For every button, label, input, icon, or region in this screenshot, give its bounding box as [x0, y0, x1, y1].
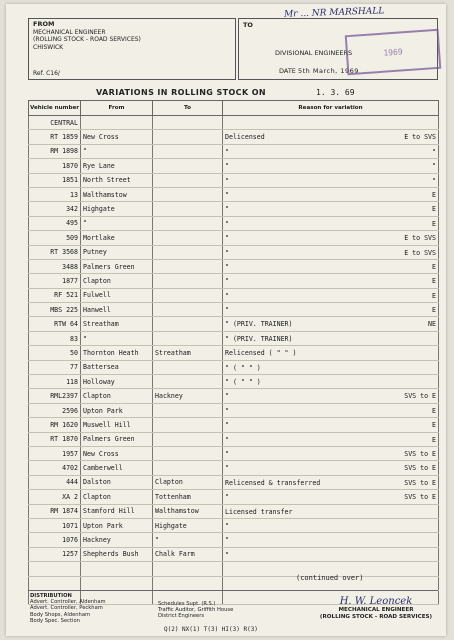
vehicle-cell: 2596 — [29, 403, 81, 417]
variations-table — [28, 100, 439, 605]
from-cell: New Cross — [81, 446, 153, 460]
reason-text: " — [225, 464, 229, 473]
status-code: E — [432, 205, 436, 214]
table-row — [29, 331, 439, 345]
status-code: E to SVS — [404, 234, 436, 243]
to-cell — [153, 317, 223, 331]
reason-text: " — [225, 262, 229, 271]
distribution-item: Advert. Controller, Peckham — [30, 605, 103, 612]
reason-cell — [223, 346, 439, 360]
to-cell — [153, 432, 223, 446]
vehicle-cell — [29, 562, 81, 576]
col-to-header: To — [153, 101, 223, 116]
status-code: E — [432, 406, 436, 415]
reason-cell — [223, 216, 439, 230]
from-cell — [81, 562, 153, 576]
distribution-col-1 — [30, 593, 106, 624]
to-cell — [153, 159, 223, 173]
table-row — [29, 446, 439, 460]
signature-title-1: MECHANICAL ENGINEER — [338, 607, 414, 613]
table-row — [29, 159, 439, 173]
form-title: VARIATIONS IN ROLLING STOCK ON — [96, 88, 267, 97]
ref-number: Ref. C16/ — [33, 69, 60, 77]
to-cell: Tottenham — [153, 490, 223, 504]
distribution-item: District Engineers — [158, 613, 205, 620]
date-label: DATE — [279, 67, 296, 75]
from-cell — [81, 576, 153, 590]
from-cell: Shepherds Bush — [81, 547, 153, 561]
table-row — [29, 403, 439, 417]
reason-text: " — [225, 406, 229, 415]
from-cell: Palmers Green — [81, 259, 153, 273]
distribution-col-2 — [158, 601, 233, 620]
vehicle-cell: 4702 — [29, 461, 81, 475]
reason-cell — [223, 533, 439, 547]
reason-text: " ( " " ) — [225, 363, 261, 372]
to-cell — [153, 231, 223, 245]
table-row — [29, 173, 439, 187]
status-code: E — [432, 291, 436, 300]
distribution-item: Traffic Auditor, Griffith House — [158, 607, 234, 614]
from-cell: Battersea — [81, 360, 153, 374]
from-line-2: (ROLLING STOCK - ROAD SERVICES) — [33, 36, 141, 43]
to-cell: Highgate — [153, 518, 223, 532]
vehicle-cell: 1076 — [29, 533, 81, 547]
reason-cell — [223, 475, 439, 489]
distribution-counts: Q(2) NX(1) T(3) HI(3) R(3) — [164, 626, 258, 633]
reason-text: " — [225, 449, 229, 458]
table-row — [29, 375, 439, 389]
table-row — [29, 216, 439, 230]
table-header-row — [29, 101, 439, 116]
reason-cell — [223, 159, 439, 173]
from-label: FROM — [33, 20, 55, 28]
reason-cell — [223, 518, 439, 532]
vehicle-cell: 1870 — [29, 159, 81, 173]
reason-cell — [223, 375, 439, 389]
status-code: E — [432, 190, 436, 199]
vehicle-cell: 1877 — [29, 274, 81, 288]
reason-text: " — [225, 277, 229, 286]
reason-text: " — [225, 248, 229, 257]
from-cell: Hackney — [81, 533, 153, 547]
reason-cell — [223, 303, 439, 317]
reason-text: " — [225, 162, 229, 171]
status-code: " — [432, 147, 436, 156]
reason-cell — [223, 231, 439, 245]
to-cell — [153, 216, 223, 230]
vehicle-cell: XA 2 — [29, 490, 81, 504]
from-line-3: CHISWICK — [33, 43, 64, 51]
received-stamp: 1969 — [345, 29, 442, 75]
table-row — [29, 418, 439, 432]
vehicle-cell: 495 — [29, 216, 81, 230]
reason-cell — [223, 187, 439, 201]
status-code: " — [432, 176, 436, 185]
to-cell — [153, 360, 223, 374]
reason-cell — [223, 144, 439, 158]
from-cell: " — [81, 331, 153, 345]
from-cell: Fulwell — [81, 288, 153, 302]
col-from-header: From — [81, 101, 153, 116]
from-cell: New Cross — [81, 130, 153, 144]
from-cell: Thornton Heath — [81, 346, 153, 360]
table-row — [29, 360, 439, 374]
reason-cell — [223, 490, 439, 504]
table-row — [29, 231, 439, 245]
table-row — [29, 490, 439, 504]
table-row — [29, 202, 439, 216]
reason-cell — [223, 259, 439, 273]
to-cell: Clapton — [153, 475, 223, 489]
reason-text: " — [225, 536, 229, 545]
from-cell: Putney — [81, 245, 153, 259]
to-cell — [153, 375, 223, 389]
from-cell: Rye Lane — [81, 159, 153, 173]
form-title-date: 1. 3. 69 — [316, 88, 355, 97]
reason-cell — [223, 504, 439, 518]
reason-text: " — [225, 392, 229, 401]
to-cell — [153, 403, 223, 417]
table-row — [29, 144, 439, 158]
to-cell — [153, 303, 223, 317]
from-cell: Highgate — [81, 202, 153, 216]
distribution-item: Advert. Controller, Aldenham — [30, 599, 106, 606]
vehicle-cell: RT 1870 — [29, 432, 81, 446]
to-cell — [153, 446, 223, 460]
from-cell — [81, 116, 153, 130]
to-cell — [153, 418, 223, 432]
from-cell: Dalston — [81, 475, 153, 489]
reason-text: Licensed transfer — [225, 507, 293, 516]
status-code: E — [432, 277, 436, 286]
to-cell — [153, 274, 223, 288]
table-row — [29, 116, 439, 130]
reason-cell — [223, 403, 439, 417]
vehicle-cell: RM 1620 — [29, 418, 81, 432]
from-cell: Clapton — [81, 274, 153, 288]
to-cell — [153, 173, 223, 187]
from-cell: Walthamstow — [81, 187, 153, 201]
to-cell: " — [153, 533, 223, 547]
vehicle-cell — [29, 576, 81, 590]
from-cell: North Street — [81, 173, 153, 187]
reason-text: " — [225, 550, 229, 559]
reason-text: " — [225, 521, 229, 530]
status-code: E — [432, 219, 436, 228]
from-cell: Camberwell — [81, 461, 153, 475]
vehicle-cell: 3488 — [29, 259, 81, 273]
reason-cell — [223, 418, 439, 432]
distribution-item: Body Spec. Section — [30, 617, 80, 624]
reason-cell — [223, 331, 439, 345]
table-row — [29, 547, 439, 561]
vehicle-cell: 1257 — [29, 547, 81, 561]
col-reason-header: Reason for variation — [223, 101, 439, 116]
table-row — [29, 432, 439, 446]
from-cell: Upton Park — [81, 403, 153, 417]
status-code: SVS to E — [404, 493, 436, 502]
to-cell — [153, 259, 223, 273]
reason-text: Relicensed & transferred — [225, 478, 321, 487]
reason-text: " (PRIV. TRAINER) — [225, 320, 293, 329]
vehicle-cell: 1957 — [29, 446, 81, 460]
vehicle-cell: RM 1874 — [29, 504, 81, 518]
vehicle-cell: RT 1859 — [29, 130, 81, 144]
table-row — [29, 259, 439, 273]
from-cell: Stamford Hill — [81, 504, 153, 518]
to-cell — [153, 331, 223, 345]
reason-text: " — [225, 190, 229, 199]
vehicle-cell: 50 — [29, 346, 81, 360]
vehicle-cell: 118 — [29, 375, 81, 389]
reason-cell — [223, 446, 439, 460]
table-row — [29, 187, 439, 201]
status-code: E — [432, 306, 436, 315]
table-row — [29, 303, 439, 317]
distribution-label: DISTRIBUTION — [30, 593, 72, 599]
from-cell: Hanwell — [81, 303, 153, 317]
to-cell — [153, 288, 223, 302]
to-cell: Chalk Farm — [153, 547, 223, 561]
status-code: SVS to E — [404, 464, 436, 473]
vehicle-cell: CENTRAL — [29, 116, 81, 130]
to-cell — [153, 130, 223, 144]
reason-cell — [223, 389, 439, 403]
reason-text: " — [225, 234, 229, 243]
reason-cell — [223, 130, 439, 144]
from-cell: Upton Park — [81, 518, 153, 532]
table-row — [29, 245, 439, 259]
table-row — [29, 274, 439, 288]
status-code: SVS to E — [404, 478, 436, 487]
reason-cell — [223, 116, 439, 130]
document-sheet — [6, 4, 446, 636]
table-row — [29, 576, 439, 590]
to-cell — [153, 202, 223, 216]
from-cell: Streatham — [81, 317, 153, 331]
distribution-item: Schedules Supt. (R.S.) — [158, 601, 216, 607]
table-row — [29, 533, 439, 547]
reason-text: " — [225, 435, 229, 444]
from-cell: " — [81, 144, 153, 158]
table-row — [29, 461, 439, 475]
vehicle-cell: 1851 — [29, 173, 81, 187]
status-code: NE — [428, 320, 436, 329]
from-cell: Clapton — [81, 490, 153, 504]
vehicle-cell: 13 — [29, 187, 81, 201]
table-row — [29, 317, 439, 331]
reason-cell — [223, 202, 439, 216]
from-cell: Clapton — [81, 389, 153, 403]
vehicle-cell: MBS 225 — [29, 303, 81, 317]
from-box — [28, 18, 236, 80]
reason-cell — [223, 274, 439, 288]
reason-text: " — [225, 291, 229, 300]
to-cell — [153, 562, 223, 576]
vehicle-cell: RML2397 — [29, 389, 81, 403]
to-cell — [153, 144, 223, 158]
vehicle-cell: 509 — [29, 231, 81, 245]
vehicle-cell: RT 3568 — [29, 245, 81, 259]
vehicle-cell: 77 — [29, 360, 81, 374]
reason-text: " — [225, 219, 229, 228]
from-cell: Palmers Green — [81, 432, 153, 446]
reason-cell — [223, 461, 439, 475]
reason-text: " — [225, 493, 229, 502]
vehicle-cell: RTW 64 — [29, 317, 81, 331]
reason-cell — [223, 245, 439, 259]
to-cell — [153, 187, 223, 201]
reason-cell — [223, 173, 439, 187]
vehicle-cell: 444 — [29, 475, 81, 489]
table-row — [29, 346, 439, 360]
to-department: DIVISIONAL ENGINEERS — [275, 49, 353, 57]
reason-text: " — [225, 421, 229, 430]
reason-cell — [223, 547, 439, 561]
reason-text: " — [225, 147, 229, 156]
reason-cell — [223, 317, 439, 331]
status-code: E — [432, 435, 436, 444]
table-row — [29, 130, 439, 144]
to-cell — [153, 245, 223, 259]
reason-text: Relicensed ( " " ) — [225, 349, 297, 358]
col-vehicle-header: Vehicle number — [29, 101, 81, 116]
signature-block — [316, 596, 436, 620]
vehicle-cell: 342 — [29, 202, 81, 216]
table-body — [29, 116, 439, 605]
table-row — [29, 518, 439, 532]
reason-text: " (PRIV. TRAINER) — [225, 334, 293, 343]
status-code: SVS to E — [404, 392, 436, 401]
to-cell: Streatham — [153, 346, 223, 360]
vehicle-cell: RM 1898 — [29, 144, 81, 158]
status-code: SVS to E — [404, 449, 436, 458]
to-cell: Hackney — [153, 389, 223, 403]
table-row — [29, 288, 439, 302]
reason-text: " — [225, 306, 229, 315]
status-code: E to SVS — [404, 248, 436, 257]
reason-cell — [223, 288, 439, 302]
reason-text: " ( " " ) — [225, 378, 261, 387]
reason-cell — [223, 432, 439, 446]
from-cell: Muswell Hill — [81, 418, 153, 432]
continued-note: (continued over) — [296, 574, 364, 582]
vehicle-cell: RF 521 — [29, 288, 81, 302]
to-cell — [153, 116, 223, 130]
from-cell: " — [81, 216, 153, 230]
vehicle-cell: 83 — [29, 331, 81, 345]
status-code: E to SVS — [404, 133, 436, 142]
reason-text: " — [225, 205, 229, 214]
reason-text: Delicensed — [225, 133, 265, 142]
date-value: 5th March, 1969 — [298, 67, 359, 75]
reason-cell — [223, 360, 439, 374]
vehicle-cell: 1071 — [29, 518, 81, 532]
from-cell: Holloway — [81, 375, 153, 389]
table-row — [29, 504, 439, 518]
reason-text: " — [225, 176, 229, 185]
table-row — [29, 389, 439, 403]
handwritten-note: Mr ... NR MARSHALL — [283, 6, 385, 20]
status-code: E — [432, 421, 436, 430]
to-label: TO — [243, 21, 253, 29]
to-cell — [153, 461, 223, 475]
to-cell — [153, 576, 223, 590]
from-line-1: MECHANICAL ENGINEER — [33, 28, 106, 36]
from-cell: Mortlake — [81, 231, 153, 245]
signature: H. W. Leoncek — [339, 596, 413, 607]
distribution-item: Body Shops, Aldenham — [30, 611, 91, 618]
to-cell: Walthamstow — [153, 504, 223, 518]
status-code: E — [432, 262, 436, 271]
status-code: " — [432, 162, 436, 171]
table-row — [29, 562, 439, 576]
signature-title-2: (ROLLING STOCK - ROAD SERVICES) — [319, 613, 433, 620]
table-row — [29, 475, 439, 489]
